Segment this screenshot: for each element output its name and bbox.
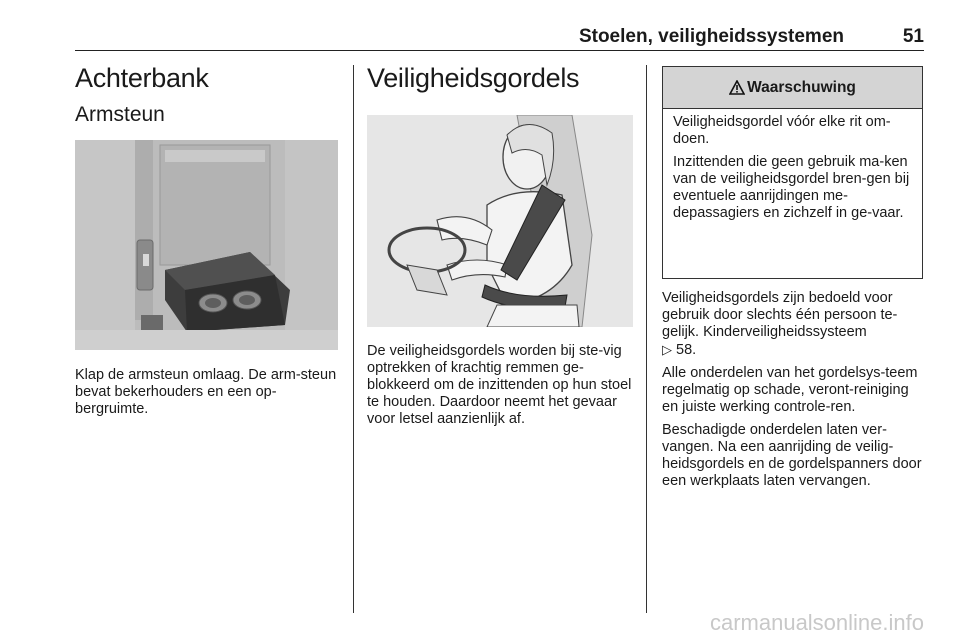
page-header <box>75 22 924 51</box>
warning-triangle-icon <box>729 80 745 95</box>
col3-paragraph-2: Alle onderdelen van het gordelsys-teem regelmatig op schade, veront-reiniging en juiste werking controle-ren. <box>662 365 918 415</box>
seatbelt-description <box>367 343 637 434</box>
warning-body <box>663 109 922 222</box>
armrest-paragraph: Klap de armsteun omlaag. De arm-steun bevat bekerhouders en een op-bergruimte. <box>75 367 337 417</box>
page-number: 51 <box>902 26 924 47</box>
section-title: Stoelen, veiligheidssystemen <box>578 26 844 47</box>
reference-arrow-icon: ▷ <box>662 342 672 357</box>
armrest-illustration <box>75 140 338 350</box>
seatbelt-illustration <box>367 115 633 327</box>
warning-box <box>662 66 923 279</box>
watermark: carmanualsonline.info <box>709 610 924 635</box>
column-divider-2 <box>646 65 647 613</box>
column-divider-1 <box>353 65 354 613</box>
warning-paragraph-2: Inzittenden die geen gebruik ma-ken van de veiligheidsgordel bren-gen bij eventuele aanrijdingen me-depassagiers en zichzelf in ge-vaar. <box>673 154 910 221</box>
col3-p1-text: Veiligheidsgordels zijn bedoeld voor gebruik door slechts één persoon te-gelijk. Kinderveiligheidssysteem <box>662 290 898 340</box>
page-reference: 58. <box>676 342 697 358</box>
warning-paragraph-1: Veiligheidsgordel vóór elke rit om-doen. <box>673 114 891 147</box>
warning-title: Waarschuwing <box>747 78 856 96</box>
heading-veiligheidsgordels: Veiligheidsgordels <box>367 63 580 93</box>
col3-paragraph-1 <box>662 290 927 359</box>
col3-paragraph-3: Beschadigde onderdelen laten ver-vangen. Na een aanrijding de veilig-heidsgordels en de gordelspanners door een werkplaats laten vervangen. <box>662 422 922 489</box>
armrest-description <box>75 367 343 424</box>
warning-header <box>663 67 922 109</box>
subheading-armsteun: Armsteun <box>75 103 165 126</box>
seatbelt-paragraph: De veiligheidsgordels worden bij ste-vig optrekken of krachtig remmen ge-blokkeerd om de inzittenden op hun stoel te houden. Daardoor neemt het gevaar voor letsel aanzienlijk af. <box>367 343 632 427</box>
col3-text <box>662 290 927 496</box>
heading-achterbank: Achterbank <box>75 63 209 93</box>
